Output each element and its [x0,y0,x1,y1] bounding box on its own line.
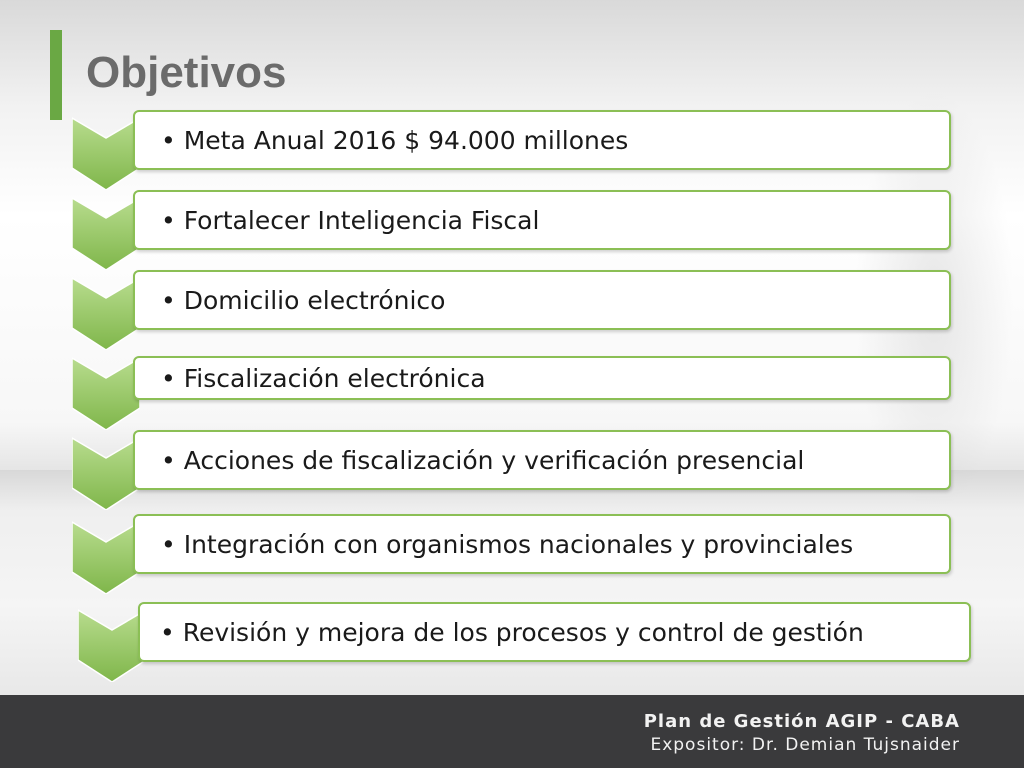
objective-text: • Acciones de fiscalización y verificación presencial [161,445,805,475]
slide-title: Objetivos [86,48,287,97]
objective-box [138,602,971,662]
chevron-icon [72,512,140,594]
objective-box [133,110,951,170]
footer-presenter: Expositor: Dr. Demian Tujsnaider [650,735,960,755]
objective-item [0,188,1024,268]
objective-item [0,428,1024,508]
chevron-icon [72,108,140,190]
chevron-icon [72,348,140,430]
objective-text: • Fortalecer Inteligencia Fiscal [161,205,540,235]
objective-box [133,270,951,330]
footer-title: Plan de Gestión AGIP - CABA [643,711,960,732]
objective-text: • Domicilio electrónico [161,285,446,315]
objective-item [0,108,1024,188]
chevron-icon [72,268,140,350]
chevron-icon [78,600,146,682]
objective-box [133,190,951,250]
objective-item [0,512,1024,592]
objective-box [133,514,951,574]
objective-box [133,356,951,400]
objective-text: • Revisión y mejora de los procesos y control de gestión [160,617,864,647]
objective-item [0,600,1024,680]
chevron-icon [72,188,140,270]
objective-text: • Meta Anual 2016 $ 94.000 millones [161,125,629,155]
objective-text: • Integración con organismos nacionales y provinciales [161,529,854,559]
objective-item [0,348,1024,428]
objective-box [133,430,951,490]
objective-item [0,268,1024,348]
footer-bar [0,695,1024,768]
chevron-icon [72,428,140,510]
objective-text: • Fiscalización electrónica [161,363,486,393]
